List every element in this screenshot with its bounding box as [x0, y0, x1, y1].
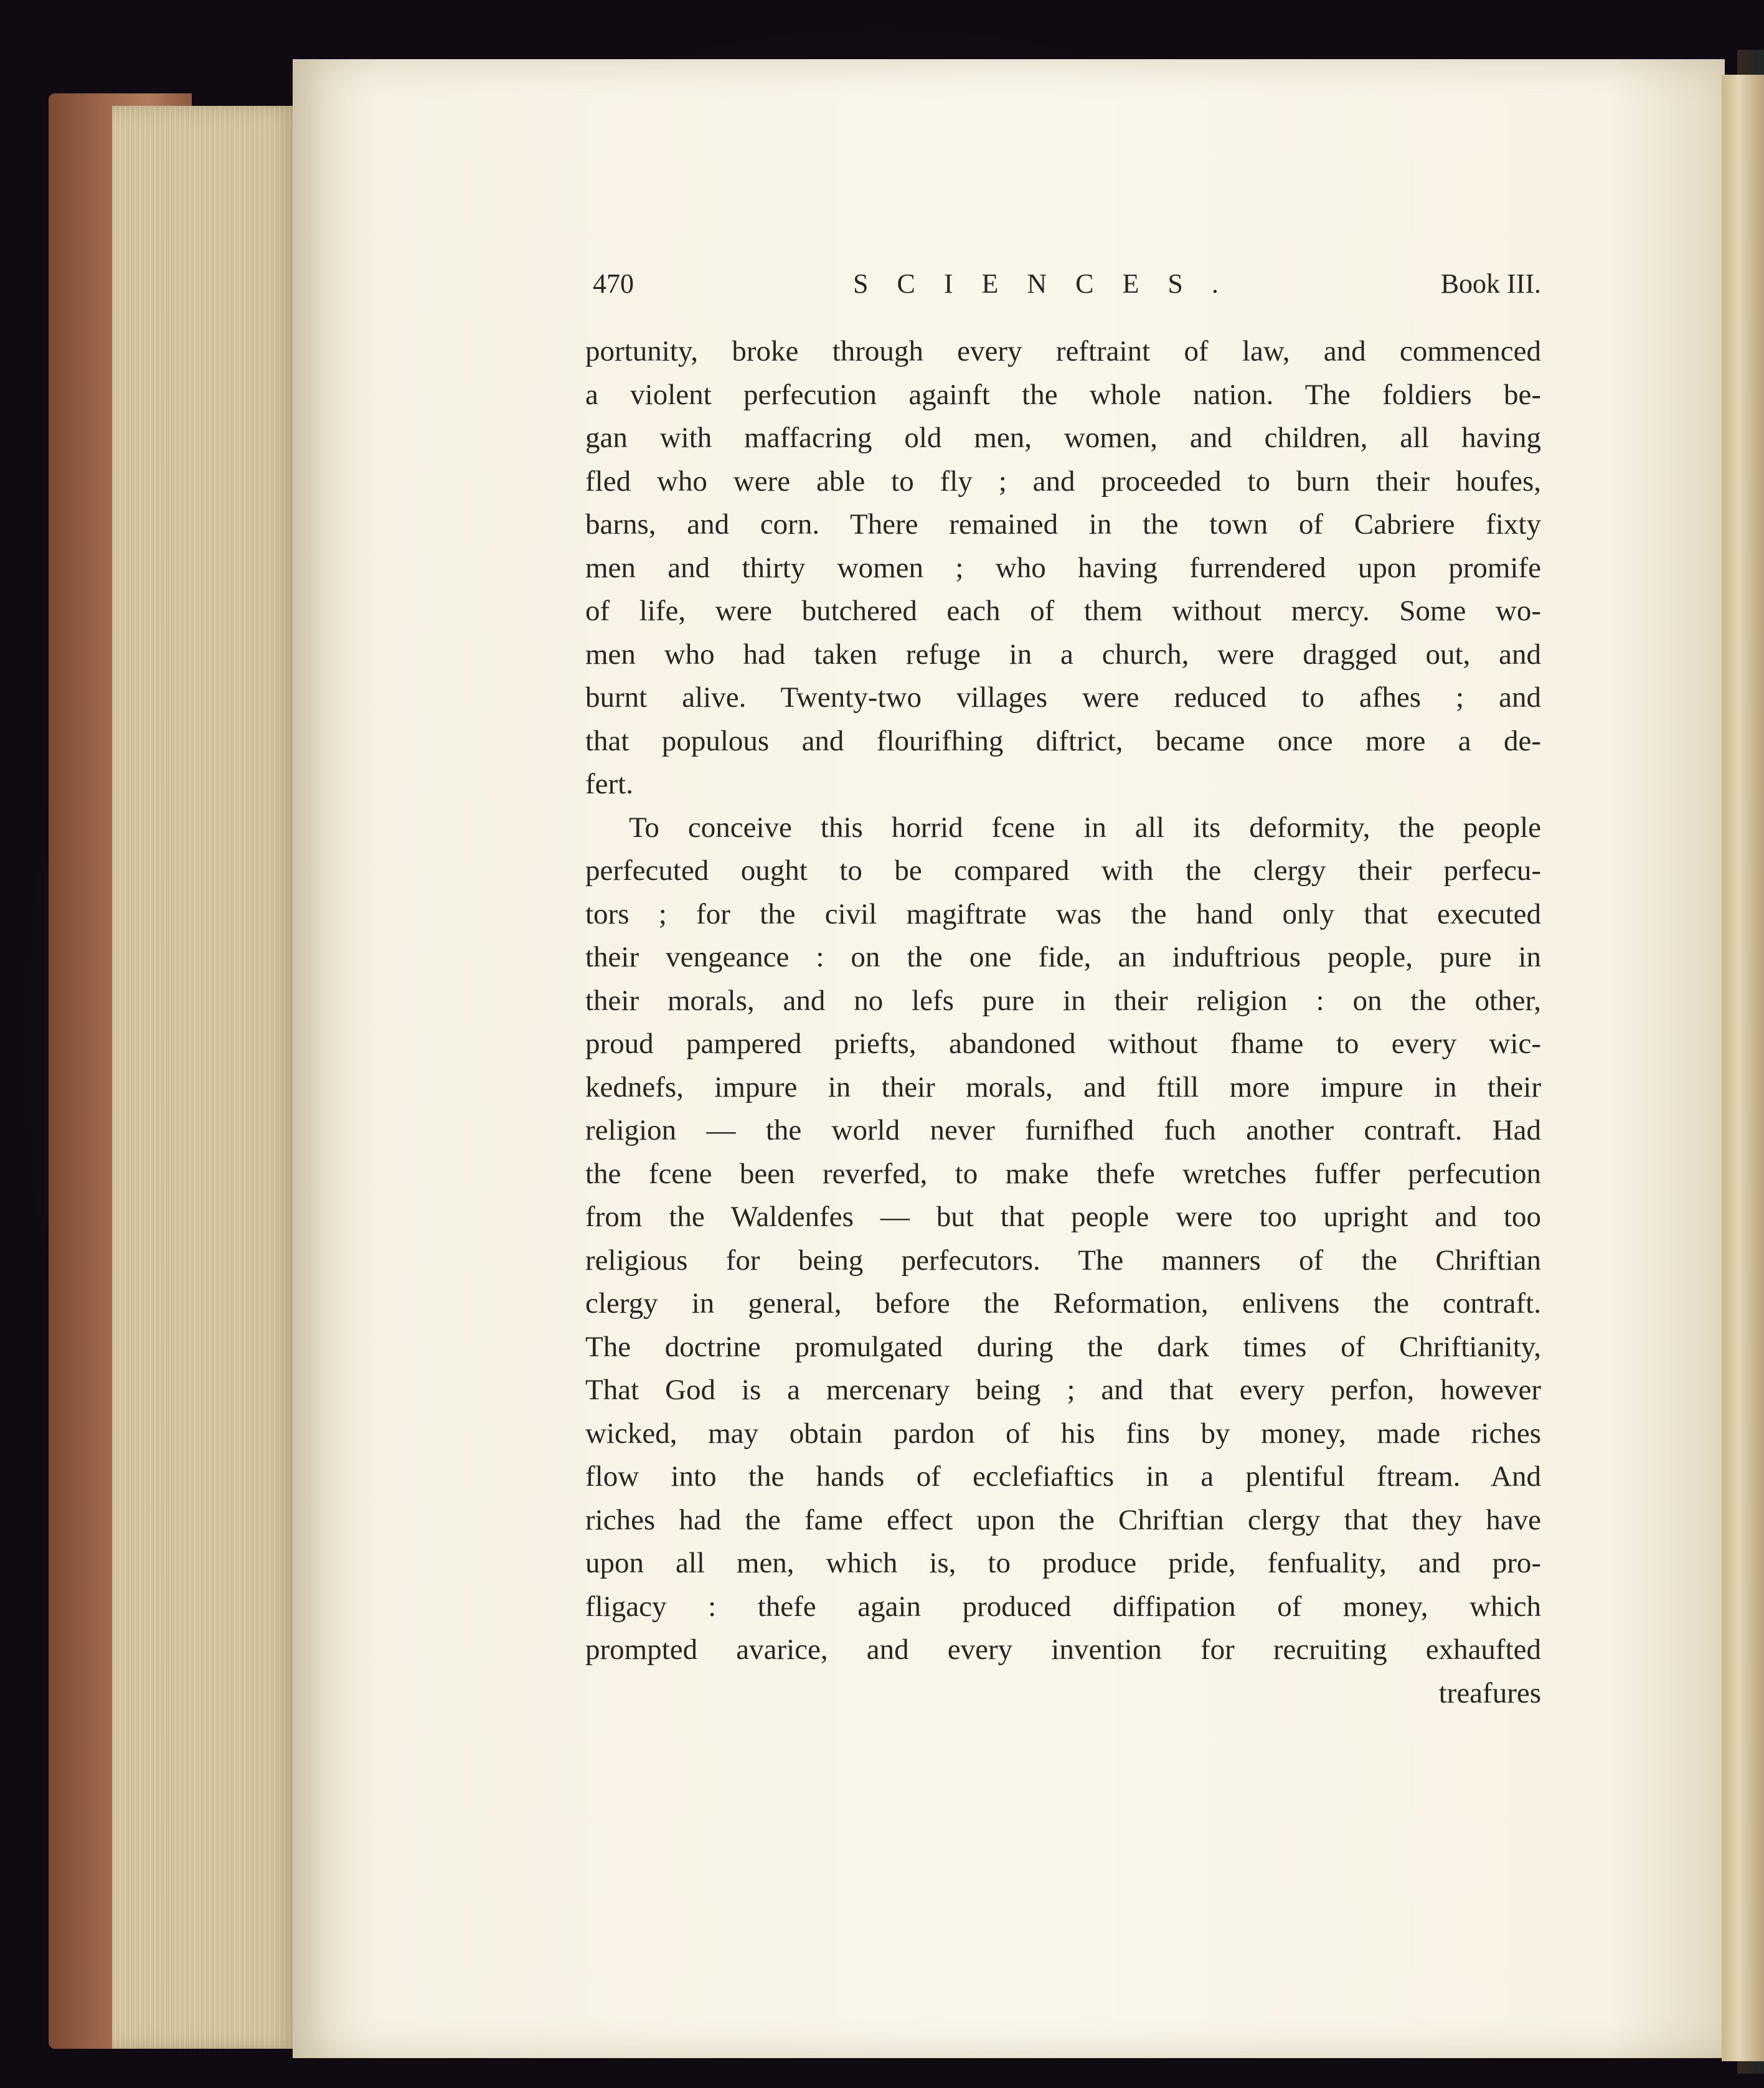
text-line: a violent perfecution againft the whole nation. The foldiers be-	[585, 378, 1541, 411]
catchword: treafures	[1438, 1676, 1541, 1709]
page-number: 470	[593, 268, 634, 299]
book-reference: Book III.	[1440, 268, 1541, 299]
text-line: tors ; for the civil magiftrate was the hand only that executed	[585, 897, 1541, 930]
text-line: upon all men, which is, to produce pride, fenfuality, and pro-	[585, 1547, 1541, 1579]
text-line: To conceive this horrid fcene in all its deformity, the people	[629, 811, 1541, 844]
text-line: kednefs, impure in their morals, and ftill more impure in their	[585, 1070, 1541, 1103]
text-line: proud pampered priefts, abandoned without fhame to every wic-	[585, 1027, 1541, 1060]
text-line: portunity, broke through every reftraint of law, and commenced	[585, 335, 1541, 367]
text-line: That God is a mercenary being ; and that every perfon, however	[585, 1374, 1541, 1406]
body-text	[585, 330, 1541, 1715]
text-line: men who had taken refuge in a church, were dragged out, and	[585, 638, 1541, 671]
text-line: their morals, and no lefs pure in their religion : on the other,	[585, 984, 1541, 1017]
text-line: fled who were able to fly ; and proceeded to burn their houfes,	[585, 465, 1541, 498]
section-title: SCIENCES.	[853, 268, 1247, 299]
text-line: wicked, may obtain pardon of his fins by money, made riches	[585, 1417, 1541, 1450]
text-line: clergy in general, before the Reformation, enlivens the contraft.	[585, 1287, 1541, 1320]
text-line: barns, and corn. There remained in the town of Cabriere fixty	[585, 508, 1541, 541]
text-line: flow into the hands of ecclefiaftics in a plentiful ftream. And	[585, 1460, 1541, 1493]
text-line: that populous and flourifhing diftrict, became once more a de-	[585, 724, 1541, 757]
text-line: from the Waldenfes — but that people were too upright and too	[585, 1201, 1541, 1233]
text-block	[585, 255, 1541, 1715]
text-line: fligacy : thefe again produced diffipation of money, which	[585, 1590, 1541, 1623]
text-line: The doctrine promulgated during the dark times of Chriftianity,	[585, 1330, 1541, 1363]
text-line: fert.	[585, 768, 633, 800]
text-line: the fcene been reverfed, to make thefe wretches fuffer perfecution	[585, 1157, 1541, 1190]
text-line: riches had the fame effect upon the Chriftian clergy that they have	[585, 1503, 1541, 1536]
text-line: religious for being perfecutors. The manners of the Chriftian	[585, 1244, 1541, 1277]
page-edges	[112, 106, 299, 2049]
text-line: religion — the world never furnifhed fuch another contraft. Had	[585, 1114, 1541, 1146]
text-line: perfecuted ought to be compared with the clergy their perfecu-	[585, 854, 1541, 887]
right-page-edge	[1722, 75, 1764, 2061]
text-line: burnt alive. Twenty-two villages were reduced to afhes ; and	[585, 681, 1541, 714]
text-line: their vengeance : on the one fide, an induftrious people, pure in	[585, 941, 1541, 973]
text-line: men and thirty women ; who having furrendered upon promife	[585, 551, 1541, 584]
running-head	[585, 255, 1541, 311]
text-line: of life, were butchered each of them without mercy. Some wo-	[585, 595, 1541, 627]
text-line: gan with maffacring old men, women, and children, all having	[585, 422, 1541, 454]
text-line: prompted avarice, and every invention for recruiting exhaufted	[585, 1633, 1541, 1666]
